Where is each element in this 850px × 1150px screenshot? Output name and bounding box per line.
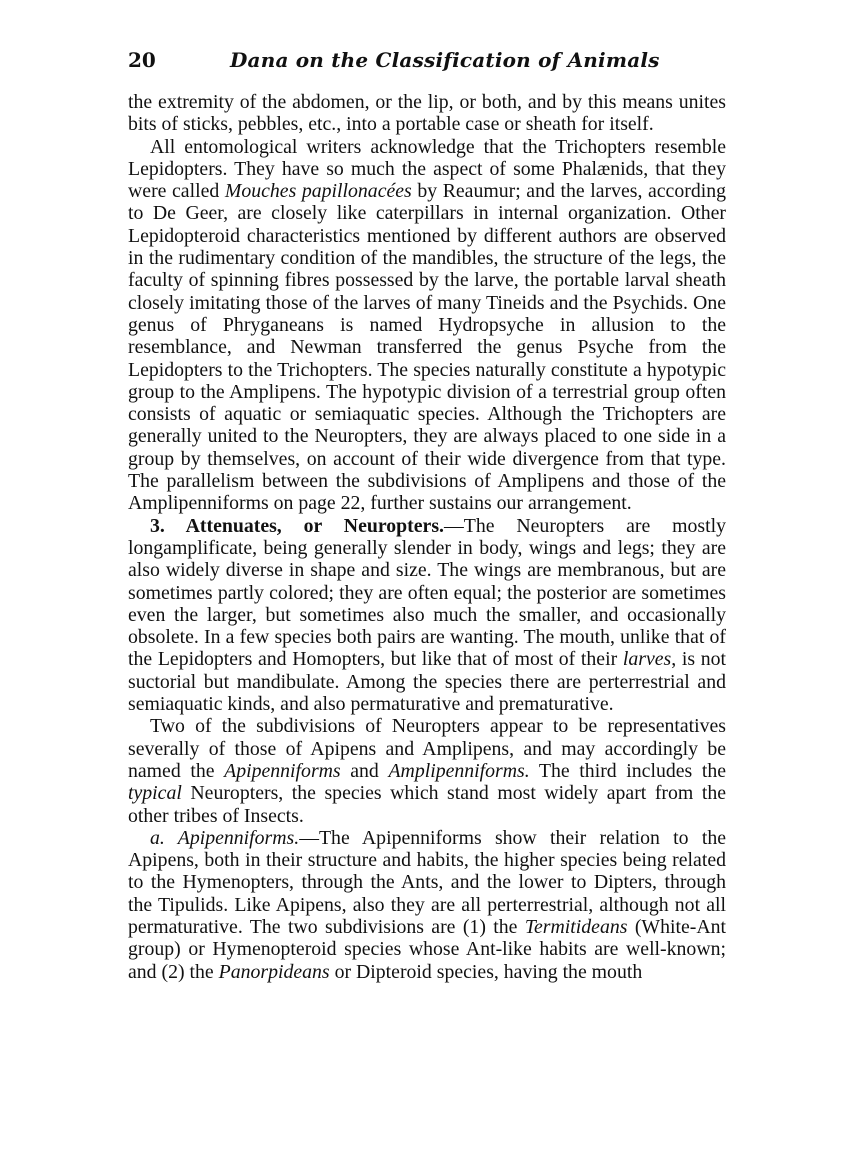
paragraph-1-text: the extremity of the abdomen, or the lip, or both, and by this means unites bits of sticks, pebbles, etc., into a portable case or sheath for itself. — [128, 91, 726, 136]
page-number: 20 — [128, 48, 156, 72]
subsection-heading-apipenniforms: a. Apipenniforms. — [150, 826, 300, 849]
body-text — [128, 91, 726, 983]
paragraph-4-text-1: Two of the subdivisions of Neuropters appear to be representatives severally of those of Apipens and Amplipens, and may accordingly be named the — [128, 715, 726, 782]
paragraph-3-text-2: , is not suctorial but mandibulate. Among the species there are perterrestrial and semiaquatic kinds, and also permaturative and prematurative. — [128, 648, 726, 716]
paragraph-5-text-1: —The Apipenniforms show their relation to the Apipens, both in their structure and habits, the higher species being related to the Hymenopters, through the Ants, and the lower to Dipters, through the Tipulids. Like Apipens, also they are all perterrestrial, although not all permaturative. The two subdivisions are (1) the — [128, 826, 726, 938]
paragraph-2-text-2: by Reaumur; and the larves, according to De Geer, are closely like caterpillars in internal organization. Other Lepidopteroid characteristics mentioned by different authors are observed in the rudimentary condition of the mandibles, the structure of the legs, the faculty of spinning fibres possessed by the larve, the portable larval sheath closely imitating those of the larves of many Tineids and the Psychids. One genus of Phryganeans is named Hydropsyche in allusion to the resemblance, and Newman transferred the genus Psyche from the Lepidopters to the Trichopters. The species naturally constitute a hypotypic group to the Amplipens. The hypotypic division of a terrestrial group often consists of aquatic or semiaquatic species. Although the Trichopters are generally united to the Neuropters, they are always placed to one side in a group by themselves, on account of their wide divergence from that type. The parallelism between the subdivisions of Amplipens and those of the Amplipenniforms on page 22, further sustains our arrangement. — [128, 180, 726, 515]
paragraph-4-text-4: Neuropters, the species which stand most widely apart from the other tribes of Insects. — [128, 782, 726, 827]
running-head: Dana on the Classification of Animals — [230, 48, 660, 72]
paragraph-5 — [128, 827, 726, 983]
paragraph-4-italic-typical: typical — [128, 782, 182, 805]
paragraph-3-text-1: —The Neuropters are mostly longamplificate, being generally slender in body, wings and legs; they are also widely diverse in shape and size. The wings are membranous, but are sometimes partly colored; they are often equal; the posterior are sometimes even the larger, but sometimes also much the smaller, and occasionally obsolete. In a few species both pairs are wanting. The mouth, unlike that of the Lepidopters and Homopters, but like that of most of their — [128, 514, 726, 671]
paragraph-4-italic-amplipenniforms: Amplipenniforms. — [388, 759, 530, 782]
paragraph-3-italic-larves: larves — [622, 648, 672, 671]
paragraph-5-italic-panorpideans: Panorpideans — [218, 960, 330, 983]
paragraph-4 — [128, 715, 726, 826]
paragraph-2-italic-term: Mouches papillonacées — [224, 180, 412, 203]
paragraph-4-text-3: The third includes the — [529, 759, 726, 782]
paragraph-5-text-3: or Dipteroid species, having the mouth — [329, 960, 643, 983]
section-heading-neuropters: 3. Attenuates, or Neuropters. — [150, 514, 444, 537]
paragraph-2 — [128, 136, 726, 515]
paragraph-2-text-1: All entomological writers acknowledge that the Trichopters resemble Lepidopters. They have so much the aspect of some Phalænids, that they were called — [128, 135, 726, 203]
page-header — [128, 40, 726, 72]
paragraph-1 — [128, 91, 726, 136]
paragraph-5-text-2: (White-Ant group) or Hymenopteroid species whose Ant-like habits are well-known; and (2) the — [128, 915, 726, 983]
paragraph-4-text-2: and — [340, 759, 389, 782]
paragraph-3 — [128, 515, 726, 716]
paragraph-4-italic-apipenniforms: Apipenniforms — [224, 759, 341, 782]
paragraph-5-italic-termitideans: Termitideans — [524, 915, 628, 938]
book-page — [128, 40, 726, 983]
